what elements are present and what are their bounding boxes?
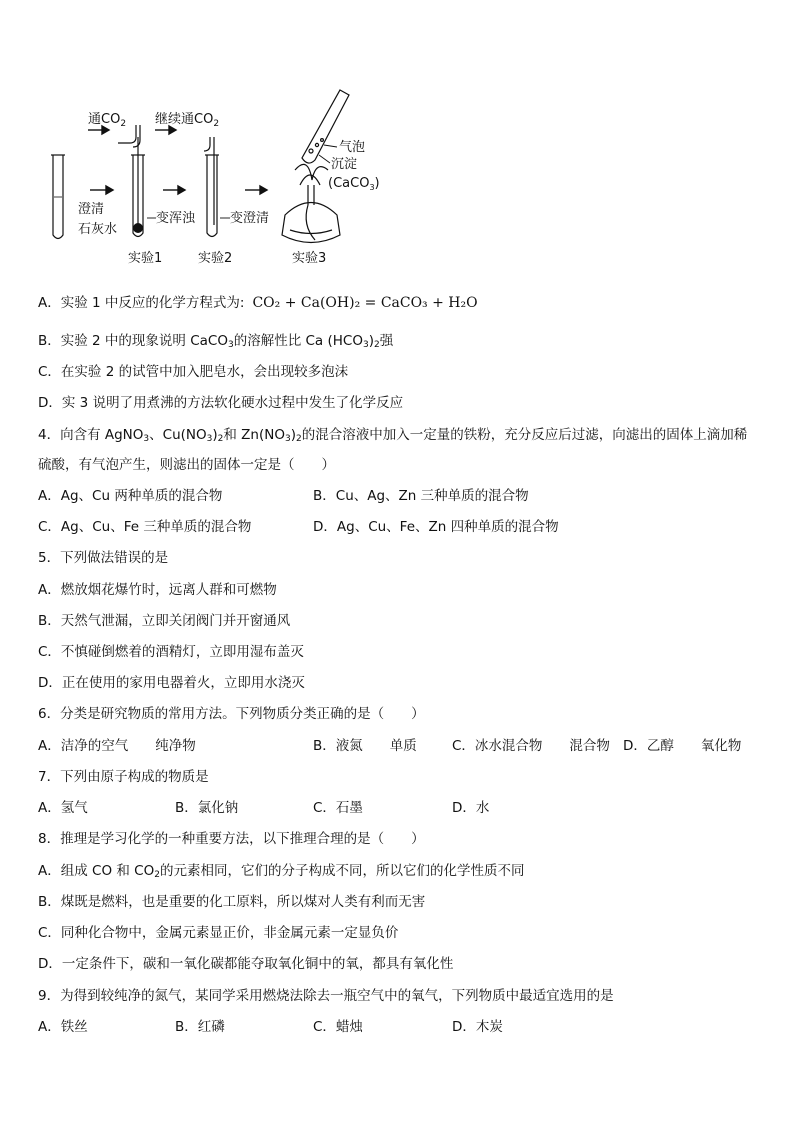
q7-stem: 7．下列由原子构成的物质是 (38, 769, 209, 785)
q6-option-a: A．洁净的空气 纯净物 (38, 738, 196, 754)
experiment-figure (40, 85, 400, 270)
q9-option-b: B．红磷 (175, 1019, 225, 1035)
precipitate-icon (133, 223, 143, 233)
q5-stem: 5．下列做法错误的是 (38, 550, 169, 566)
q8-option-a: A．组成 CO 和 $CO_2$的元素相同，它们的分子构成不同，所以它们的化学性质不同 (38, 863, 525, 880)
q4-option-d: D．Ag、Cu、Fe、Zn 四种单质的混合物 (313, 519, 559, 535)
label-turbid: 变浑浊 (156, 211, 196, 226)
q7-option-a: A．氢气 (38, 800, 88, 816)
q9-option-c: C．蜡烛 (313, 1019, 363, 1035)
q6-option-d: D．乙醇 氧化物 (623, 738, 742, 754)
q9-option-d: D．木炭 (452, 1019, 503, 1035)
label-exp3: 实验3 (292, 251, 327, 266)
q8-option-c: C．同种化合物中，金属元素显正价，非金属元素一定显负价 (38, 925, 399, 941)
label-clear-again: 变澄清 (230, 211, 270, 226)
arrow-icon (90, 186, 113, 194)
q5-option-a: A．燃放烟花爆竹时，远离人群和可燃物 (38, 582, 277, 598)
q3-option-d: D．实 3 说明了用煮沸的方法软化硬水过程中发生了化学反应 (38, 395, 404, 411)
q9-option-a: A．铁丝 (38, 1019, 88, 1035)
q4-stem-line1: 4．向含有 AgNO$_3$、$Cu(NO_3)_2$和 $Zn(NO_3)_2$的混合溶液中加入一定量的铁粉，充分反应后过滤，向滤出的固体上滴加稀 (38, 427, 748, 444)
q3-option-b: B．实验 2 中的现象说明 CaCO$_3$的溶解性比 Ca $(HCO_3)_2$强 (38, 333, 394, 350)
q8-option-b: B．煤既是燃料，也是重要的化工原料，所以煤对人类有利而无害 (38, 894, 426, 910)
test-tube-3 (204, 137, 219, 237)
label-exp1: 实验1 (128, 251, 163, 266)
q7-option-c: C．石墨 (313, 800, 363, 816)
label-limewater: 石灰水 (78, 222, 118, 237)
q7-option-d: D．水 (452, 800, 490, 816)
q8-option-d: D．一定条件下，碳和一氧化碳都能夺取氧化铜中的氧，都具有氧化性 (38, 956, 454, 972)
q6-option-c: C．冰水混合物 混合物 (452, 738, 610, 754)
q5-option-c: C．不慎碰倒燃着的酒精灯，立即用湿布盖灭 (38, 644, 304, 660)
q3-option-c: C．在实验 2 的试管中加入肥皂水，会出现较多泡沫 (38, 364, 349, 380)
label-lines (147, 145, 337, 218)
test-tube-1 (51, 155, 65, 239)
q4-stem-line2: 硫酸，有气泡产生，则滤出的固体一定是（ ） (38, 457, 335, 473)
q4-option-a: A．Ag、Cu 两种单质的混合物 (38, 488, 223, 504)
label-bubbles: 气泡 (339, 140, 366, 155)
arrow-icon (88, 126, 267, 194)
label-precipitate: 沉淀 (331, 157, 358, 172)
q3-option-a: A．实验 1 中反应的化学方程式为: CO₂ + Ca(OH)₂ = CaCO₃ + H₂O (38, 295, 478, 311)
q7-option-b: B．氯化钠 (175, 800, 239, 816)
label-caco3: (CaCO$_3$) (328, 176, 380, 192)
q5-option-d: D．正在使用的家用电器着火，立即用水浇灭 (38, 675, 305, 691)
label-exp2: 实验2 (198, 251, 233, 266)
q4-option-b: B．Cu、Ag、Zn 三种单质的混合物 (313, 488, 529, 504)
q4-option-c: C．Ag、Cu、Fe 三种单质的混合物 (38, 519, 252, 535)
test-tube-2 (118, 125, 145, 237)
q9-stem: 9．为得到较纯净的氮气，某同学采用燃烧法除去一瓶空气中的氧气，下列物质中最适宜选用的是 (38, 988, 614, 1004)
q8-stem: 8．推理是学习化学的一种重要方法，以下推理合理的是（ ） (38, 831, 425, 847)
q6-option-b: B．液氮 单质 (313, 738, 417, 754)
label-clear: 澄清 (78, 202, 105, 217)
q6-stem: 6．分类是研究物质的常用方法。下列物质分类正确的是（ ） (38, 706, 425, 722)
q5-option-b: B．天然气泄漏，立即关闭阀门并开窗通风 (38, 613, 291, 629)
label-pass-co2: 通$CO_2$ (88, 112, 127, 129)
label-continue-co2: 继续通$CO_2$ (155, 112, 220, 129)
chemical-equation: CO₂ + Ca(OH)₂ = CaCO₃ + H₂O (252, 295, 478, 311)
